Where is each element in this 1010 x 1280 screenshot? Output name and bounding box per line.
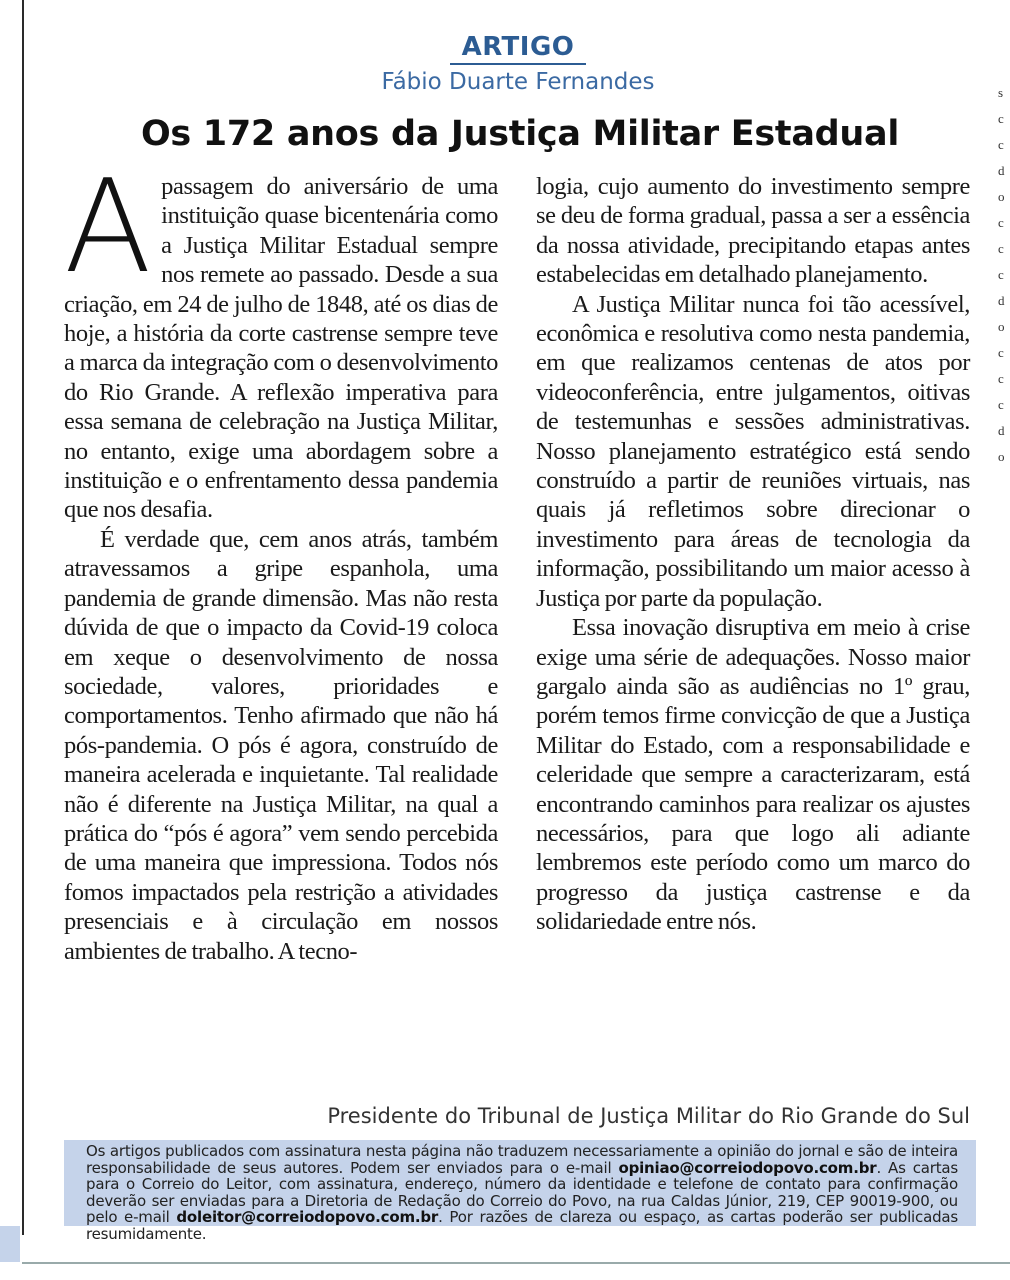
disclaimer-text-1: Os artigos publicados com assinatura nesta página não traduzem necessariamente a opinião do jornal e são de inteira responsabilidade de seus autores. Podem ser enviados para o e-mail (86, 1142, 958, 1177)
paragraph: passagem do aniversário de uma instituição quase bicentenária como a Justiça Militar Estadual sempre nos remete ao passado. Desde a sua criação, em 24 de julho de 1848, até os dias de hoje, a história da corte castrense sempre teve a marca da integração com o desenvolvimento do Rio Grande. A reflexão imperativa para essa semana de celebração na Justiça Militar, no entanto, exige uma abordagem sobre a instituição e o enfrentamento dessa pandemia que nos desafia. (64, 173, 498, 524)
disclaimer-text-3: . Por razões de clareza ou espaço, as cartas poderão ser publicadas resumidamente. (86, 1208, 958, 1243)
adjacent-column-fragment: s c c d o c c c d o c c c d o (998, 85, 1005, 464)
disclaimer-text-2: . As cartas para o Correio do Leitor, com assinatura, endereço, número da identidade e telefone de contato para confirmação deverão ser enviadas para a Diretoria de Redação do Correio do Povo, na rua Caldas Júnior, 219, CEP 90019-900, ou pelo e-mail (86, 1158, 958, 1227)
article-column-1 (64, 153, 498, 966)
paragraph: Essa inovação disruptiva em meio à crise exige uma série de adequações. Nosso maior gargalo ainda são as audiências no 1º grau, porém temos firme convicção de que a Justiça Militar do Estado, com a responsabilidade e celeridade que sempre a caracterizaram, está encontrando caminhos para realizar os ajustes necessários, para que logo ali adiante lembremos este período como um marco do progresso da justiça castrense e da solidariedade entre nós. (536, 614, 970, 936)
opinion-email-link[interactable]: opiniao@correiodopovo.com.br (618, 1158, 877, 1177)
adjacent-box-fragment (0, 1226, 20, 1262)
disclaimer-box (64, 1140, 976, 1243)
article-headline: Os 172 anos da Justiça Militar Estadual (140, 114, 900, 154)
kicker-label: ARTIGO (450, 32, 587, 65)
author-name: Fábio Duarte Fernandes (381, 69, 655, 95)
reader-email-link[interactable]: doleitor@correiodopovo.com.br (176, 1208, 439, 1227)
drop-cap: A (64, 153, 152, 302)
author-signature: Presidente do Tribunal de Justiça Militar do Rio Grande do Sul (327, 1104, 970, 1128)
page-bottom-rule (22, 1262, 1010, 1264)
section-kicker (0, 32, 1010, 62)
paragraph: A Justiça Militar nunca foi tão acessível, econômica e resolutiva como nesta pandemia, em que realizamos centenas de atos por videoconferência, entre julgamentos, oitivas de testemunhas e sessões administrativas. Nosso planejamento estratégico está sendo construído a partir de reuniões virtuais, nas quais já refletimos sobre direcionar o investimento para áreas de tecnologia da informação, possibilitando um maior acesso à Justiça por parte da população. (536, 290, 970, 612)
paragraph: É verdade que, cem anos atrás, também atravessamos a gripe espanhola, uma pandemia de grande dimensão. Mas não resta dúvida de que o impacto da Covid-19 coloca em xeque o desenvolvimento de nossa sociedade, valores, prioridades e comportamentos. Tenho afirmado que não há pós-pandemia. O pós é agora, construído de maneira acelerada e inquietante. Tal realidade não é diferente na Justiça Militar, na qual a prática do “pós é agora” vem sendo percebida de uma maneira que impressiona. Todos nós fomos impactados pela restrição a atividades presenciais e à circulação em nossos ambientes de trabalho. A tecno- (64, 525, 498, 965)
page-left-rule (22, 0, 24, 1235)
paragraph: logia, cujo aumento do investimento sempre se deu de forma gradual, passa a ser a essência da nossa atividade, precipitando etapas antes estabelecidas em detalhado planejamento. (536, 173, 970, 289)
article-column-2 (536, 172, 970, 937)
